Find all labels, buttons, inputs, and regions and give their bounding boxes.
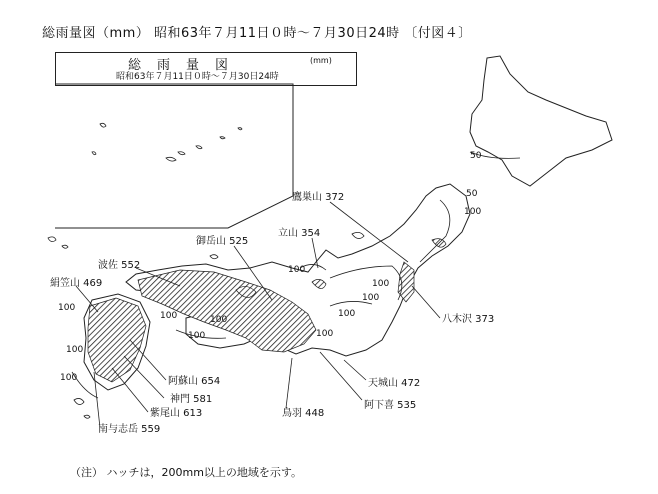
contour-label: 100 [58,303,76,313]
southern-islands [48,237,90,418]
station-label-yagisawa: 八木沢 373 [442,314,495,325]
station-label-nanyoshidake: 南与志岳 559 [98,424,161,435]
station-label-asosan: 阿蘇山 654 [168,376,221,387]
oki-island [210,255,218,259]
station-label-kinugasayama: 絹笠山 469 [50,278,103,289]
station-label-ontakesan: 御岳山 525 [196,236,249,247]
sado-island [352,232,364,238]
legend-unit: (mm) [310,56,332,65]
station-label-takasuyama: 鷹巣山 372 [292,192,345,203]
station-label-ageki: 阿下喜 535 [364,400,417,411]
contour-label: 100 [464,207,482,217]
contour-label: 100 [188,331,206,341]
legend-title: 総雨量図 [128,58,245,73]
contour-label: 100 [338,309,356,319]
contour-label: 100 [362,293,380,303]
contour-label: 50 [466,189,478,199]
page-title: 総雨量図（mm） 昭和63年７月11日０時～７月30日24時 〔付図４〕 [42,26,472,41]
contour-label: 100 [160,311,178,321]
contour-label: 100 [316,329,334,339]
station-label-shibisan: 紫尾山 613 [150,408,203,419]
station-label-toba: 鳥羽 448 [282,408,325,419]
hokkaido-island [470,56,612,186]
station-label-tateyama: 立山 354 [278,228,321,239]
station-label-kando: 神門 581 [170,394,213,405]
inset-islands [92,123,242,161]
contour-label: 100 [60,373,78,383]
station-label-hasa: 波佐 552 [98,260,141,271]
contour-label: 100 [372,279,390,289]
footnote: （注） ハッチは，200mm以上の地域を示す。 [70,466,303,479]
contour-label: 50 [470,151,482,161]
inset-boundary [55,84,293,228]
contour-label: 100 [288,265,306,275]
legend-period: 昭和63年７月11日０時～７月30日24時 [116,72,279,82]
contour-label: 100 [210,315,228,325]
contour-label: 100 [66,345,84,355]
station-label-amagisan: 天城山 472 [368,378,421,389]
